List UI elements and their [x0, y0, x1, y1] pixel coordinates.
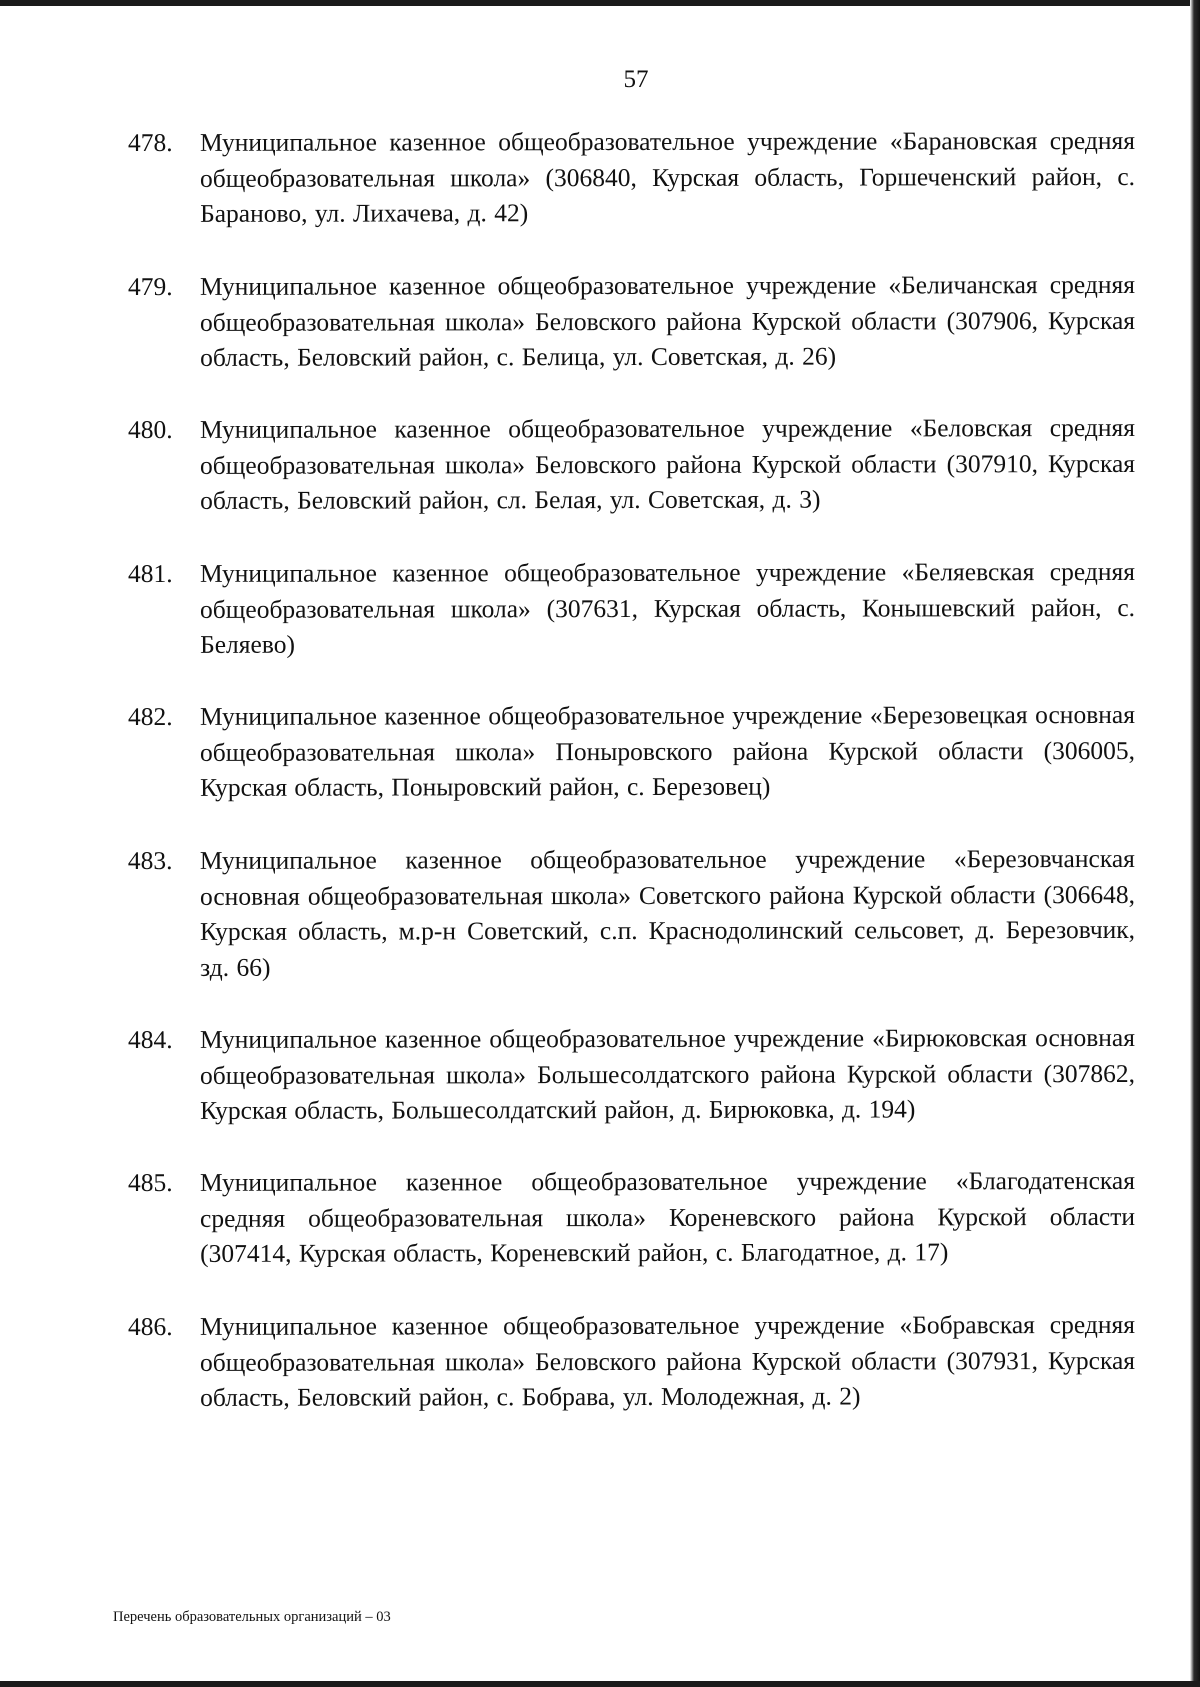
entry-text: Муниципальное казенное общеобразовательное учреждение «Беловская средняя общеобразовательная школа» Беловского района Курской области (307910, Курская область, Беловский район, сл. Белая, ул. Советская, д. 3)	[199, 412, 1136, 515]
entry-number: 482.	[127, 701, 173, 732]
entry-text: Муниципальное казенное общеобразовательное учреждение «Беличанская средняя общеобразовательная школа» Беловского района Курской области (307906, Курская область, Беловский район, с. Белица, ул. Советская, д. 26)	[199, 269, 1136, 372]
list-item	[110, 266, 1135, 375]
entry-number: 479.	[127, 271, 173, 301]
list-item	[110, 553, 1135, 662]
scan-border-top	[0, 0, 1200, 6]
scan-border-bottom	[0, 1681, 1200, 1687]
list-item	[110, 697, 1135, 806]
entry-text: Муниципальное казенное общеобразовательное учреждение «Березовчанская основная общеобразовательная школа» Советского района Курской области (306648, Курская область, м.р-н Советский, с.п. Краснодолинский сельсовет, д. Березовчик, зд. 66)	[199, 843, 1136, 981]
list-item	[110, 1019, 1135, 1128]
entry-text: Муниципальное казенное общеобразовательное учреждение «Бирюковская основная общеобразовательная школа» Большесолдатского района Курской области (307862, Курская область, Большесолдатский район, д. Бирюковка, д. 194)	[199, 1022, 1136, 1125]
entry-list	[110, 124, 1135, 1451]
entry-text: Муниципальное казенное общеобразовательное учреждение «Барановская средняя общеобразовательная школа» (306840, Курская область, Горшеченский район, с. Бараново, ул. Лихачева, д. 42)	[199, 125, 1136, 228]
entry-text: Муниципальное казенное общеобразовательное учреждение «Бобравская средняя общеобразовательная школа» Беловского района Курской области (307931, Курская область, Беловский район, с. Бобрава, ул. Молодежная, д. 2)	[199, 1309, 1136, 1412]
scan-border-right	[1190, 0, 1200, 1687]
entry-text: Муниципальное казенное общеобразовательное учреждение «Березовецкая основная общеобразовательная школа» Поныровского района Курской области (306005, Курская область, Поныровский район, с. Березовец)	[199, 699, 1136, 802]
list-item	[110, 410, 1135, 519]
entry-number: 480.	[127, 414, 173, 445]
entry-number: 484.	[127, 1024, 173, 1054]
list-item	[110, 1163, 1135, 1272]
entry-number: 483.	[127, 845, 173, 875]
list-item	[110, 840, 1135, 984]
entry-number: 486.	[127, 1311, 173, 1341]
entry-number: 478.	[127, 127, 173, 158]
entry-text: Муниципальное казенное общеобразовательное учреждение «Благодатенская средняя общеобразовательная школа» Кореневского района Курской области (307414, Курская область, Кореневский район, с. Благодатное, д. 17)	[199, 1165, 1136, 1268]
entry-number: 481.	[127, 558, 173, 588]
page-number: 57	[623, 66, 649, 93]
list-item	[110, 1306, 1135, 1415]
list-item	[110, 123, 1135, 232]
entry-number: 485.	[127, 1167, 173, 1198]
entry-text: Муниципальное казенное общеобразовательное учреждение «Беляевская средняя общеобразовательная школа» (307631, Курская область, Конышевский район, с. Беляево)	[199, 556, 1136, 659]
document-footer: Перечень образовательных организаций – 03	[113, 1609, 391, 1625]
